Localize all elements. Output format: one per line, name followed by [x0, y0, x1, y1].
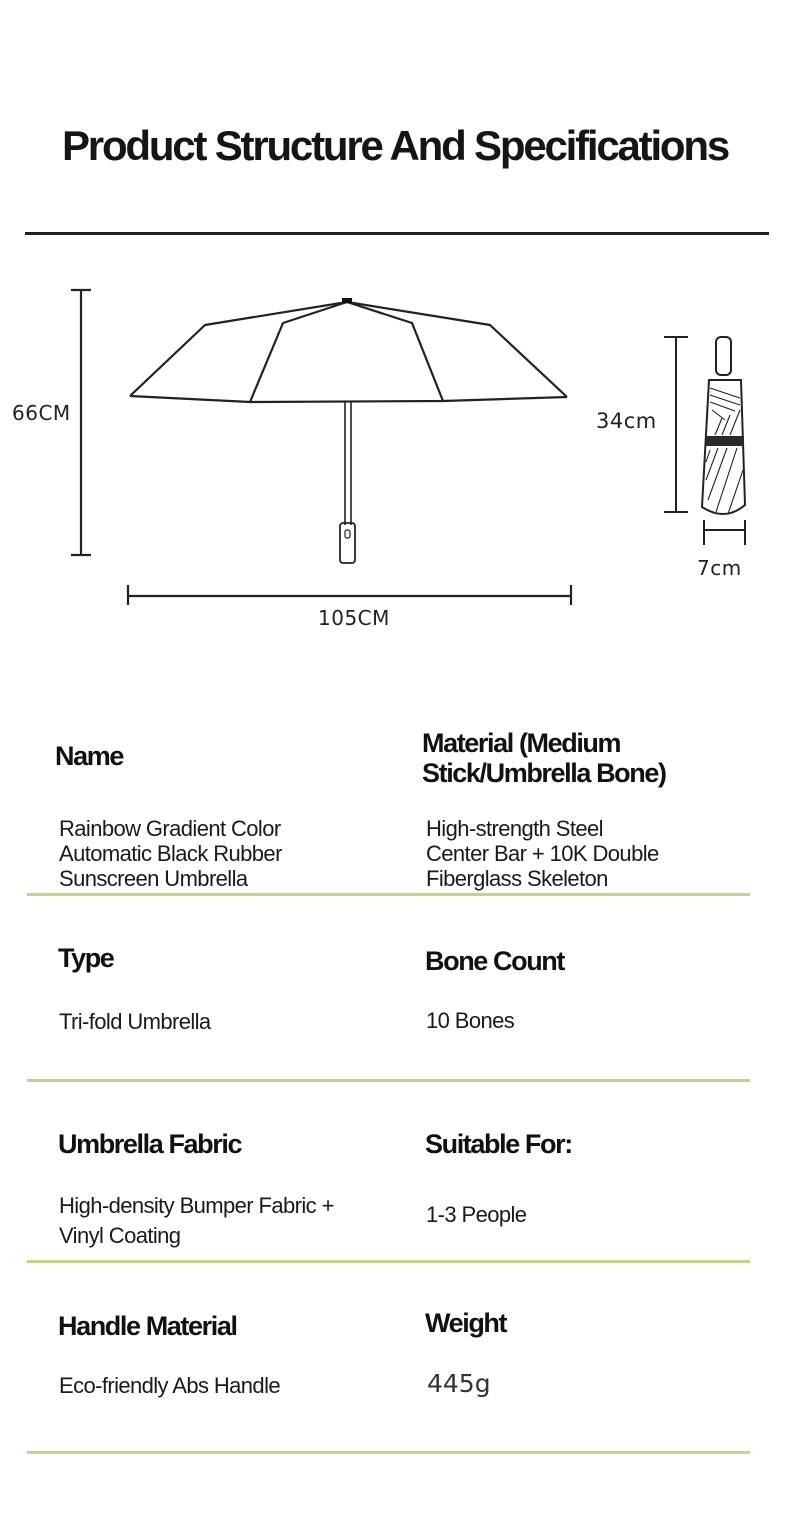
- folded-umbrella-icon: [0, 270, 790, 650]
- dimension-diagram: [0, 270, 790, 650]
- spec-value-bone-count: 10 Bones: [426, 1008, 515, 1033]
- spec-label-material: Material (Medium Stick/Umbrella Bone): [422, 728, 666, 788]
- spec-value-material: High-strength Steel Center Bar + 10K Double Fiberglass Skeleton: [426, 816, 659, 891]
- page-title: Product Structure And Specifications: [61, 122, 728, 169]
- spec-divider: [27, 1451, 750, 1454]
- spec-value-weight: 445g: [427, 1369, 491, 1398]
- spec-value-name: Rainbow Gradient Color Automatic Black Rubber Sunscreen Umbrella: [59, 816, 282, 891]
- folded-width-label: 7cm: [697, 556, 742, 580]
- spec-label-bone-count: Bone Count: [425, 946, 564, 976]
- spec-value-umbrella-fabric: High-density Bumper Fabric + Vinyl Coating: [59, 1193, 334, 1248]
- spec-label-type: Type: [58, 943, 114, 973]
- spec-value-handle-material: Eco-friendly Abs Handle: [59, 1373, 280, 1398]
- height-dimension-label: 66CM: [12, 401, 71, 425]
- width-dimension-label: 105CM: [318, 606, 390, 630]
- spec-label-suitable-for: Suitable For:: [425, 1129, 572, 1159]
- folded-length-label: 34cm: [596, 409, 657, 433]
- spec-value-suitable-for: 1-3 People: [426, 1202, 527, 1227]
- title-divider: [25, 232, 769, 235]
- spec-divider: [27, 1079, 750, 1082]
- spec-label-handle-material: Handle Material: [58, 1311, 237, 1341]
- spec-divider: [27, 893, 750, 896]
- spec-value-type: Tri-fold Umbrella: [59, 1009, 211, 1034]
- spec-label-umbrella-fabric: Umbrella Fabric: [58, 1129, 242, 1159]
- spec-label-weight: Weight: [425, 1308, 507, 1338]
- spec-divider: [27, 1260, 750, 1263]
- spec-label-name: Name: [55, 741, 123, 771]
